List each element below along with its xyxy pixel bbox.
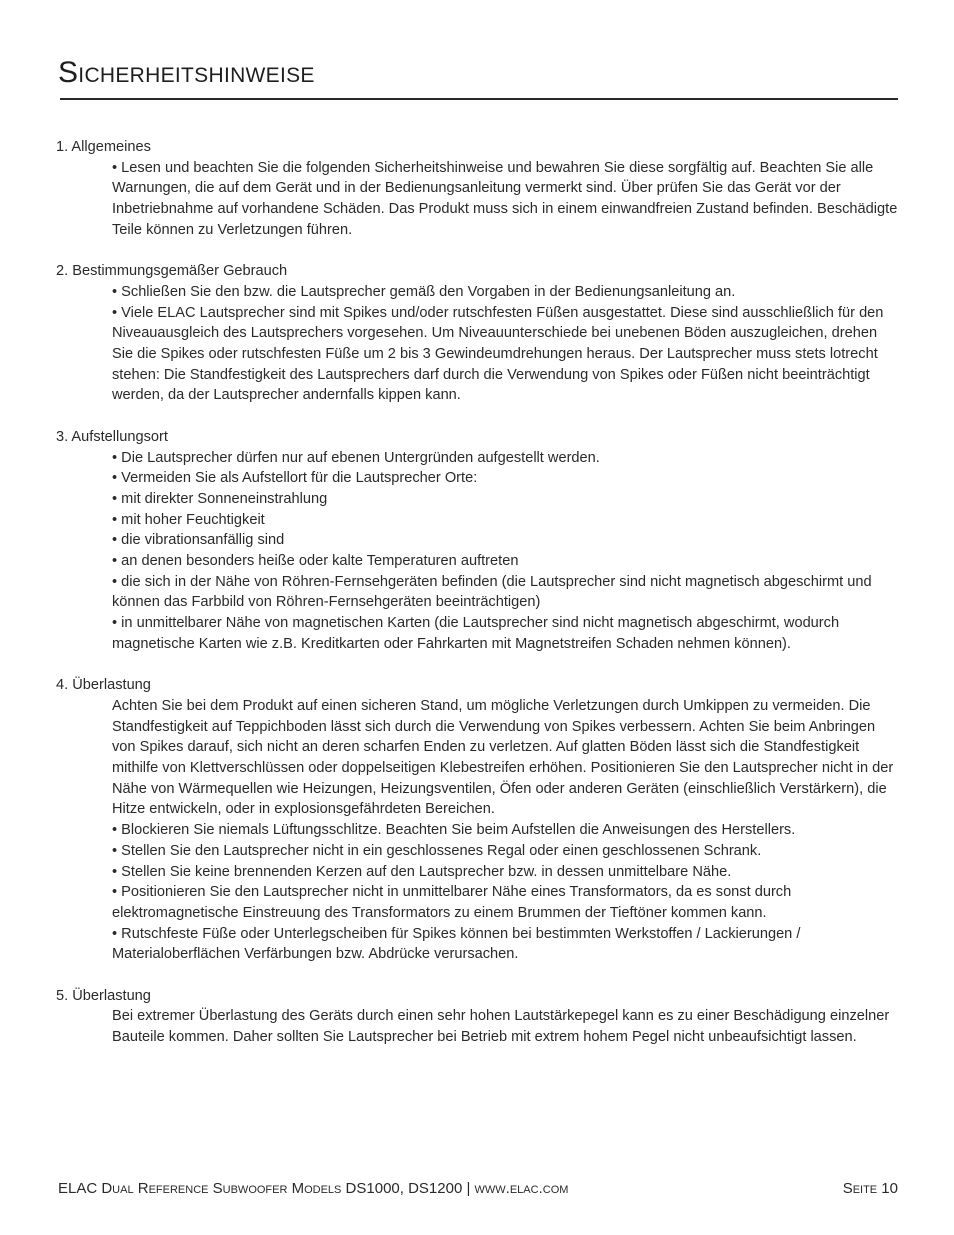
page-footer [58,1180,898,1197]
section-heading: 4. Überlastung [56,677,151,694]
section-5 [56,986,902,1048]
section-heading: 5. Überlastung [56,987,151,1004]
section-paragraph: • Lesen und beachten Sie die folgenden Sicherheitshinweise und bewahren Sie diese sorgfältig auf. Beachten Sie alle Warnungen, die auf dem Gerät und in der Bedienungsanleitung vermerkt sind. Über prüfen Sie das Gerät vor der Inbetriebnahme auf vorhandene Schäden. Das Produkt muss sich in einem einwandfreien Zustand befinden. Beschädigte Teile können zu Verletzungen führen. [112,159,898,238]
section-paragraph: • Vermeiden Sie als Aufstellort für die Lautsprecher Orte: [112,470,478,487]
section-paragraph: • die vibrationsanfällig sind [112,532,285,549]
section-paragraph: • mit direkter Sonneneinstrahlung [112,490,328,507]
section-body [112,448,902,655]
section-paragraph: • an denen besonders heiße oder kalte Temperaturen auftreten [112,553,519,570]
section-paragraph: • Positionieren Sie den Lautsprecher nicht in unmittelbarer Nähe eines Transformators, da es sonst durch elektromagnetische Einstreuung des Transformators zu einem Brummen der Tieftöner kommen kann. [112,884,792,921]
footer-page-number: Seite 10 [842,1180,898,1197]
section-body [112,158,902,241]
section-paragraph: • Schließen Sie den bzw. die Lautsprecher gemäß den Vorgaben in der Bedienungsanleitung an. [112,283,736,300]
section-body [112,1006,902,1047]
section-paragraph: • Blockieren Sie niemals Lüftungsschlitze. Beachten Sie beim Aufstellen die Anweisungen des Herstellers. [112,822,796,839]
page-title: Sicherheitshinweise [58,56,315,89]
title-divider [60,98,898,100]
section-paragraph: • Rutschfeste Füße oder Unterlegscheiben für Spikes können bei bestimmten Werkstoffen / Lackierungen / Materialoberflächen Verfärbungen bzw. Abdrücke verursachen. [112,925,801,963]
section-4 [56,675,902,965]
section-3 [56,427,902,655]
section-paragraph: • in unmittelbarer Nähe von magnetischen Karten (die Lautsprecher sind nicht magnetisch abgeschirmt, wodurch magnetische Karten wie z.B. Kreditkarten oder Fahrkarten mit Magnetstreifen Schaden nehmen können). [112,615,840,652]
section-paragraph: • Stellen Sie den Lautsprecher nicht in ein geschlossenes Regal oder einen geschlossenen Schrank. [112,842,762,859]
section-heading: 2. Bestimmungsgemäßer Gebrauch [56,263,288,280]
section-heading: 1. Allgemeines [56,139,151,155]
section-1 [56,137,902,241]
section-heading: 3. Aufstellungsort [56,428,168,445]
footer-document-info: ELAC Dual Reference Subwoofer Models DS1000, DS1200 | www.elac.com [58,1180,569,1197]
section-paragraph: • Viele ELAC Lautsprecher sind mit Spikes und/oder rutschfesten Füßen ausgestattet. Diese sind ausschließlich für den Niveauausgleich des Lautsprechers vorgesehen. Um Niveauunterschiede bei unebenen Böden auszugleichen, drehen Sie die Spikes oder rutschfesten Füße um 2 bis 3 Gewindeumdrehungen heraus. Der Lautsprecher muss stets lotrecht stehen: Die Standfestigkeit des Lautsprechers darf durch die Verwendung von Spikes oder Füßen nicht beeinträchtigt werden, da der Lautsprecher andernfalls kippen kann. [112,304,884,404]
section-paragraph: • mit hoher Feuchtigkeit [112,511,265,528]
section-2 [56,261,902,406]
section-paragraph: Achten Sie bei dem Produkt auf einen sicheren Stand, um mögliche Verletzungen durch Umkippen zu vermeiden. Die Standfestigkeit auf Teppichboden lässt sich durch die Verwendung von Spikes verbessern. Achten Sie beim Anbringen von Spikes darauf, sich nicht an deren scharfen Enden zu verletzen. Auf glatten Böden lässt sich die Standfestigkeit mithilfe von Klettverschlüssen oder doppelseitigen Klebestreifen erhöhen. Positionieren Sie den Lautsprecher nicht in der Nähe von Wärmequellen wie Heizungen, Heizungsventilen, Öfen oder anderen Geräten (einschließlich Verstärkern), die Hitze entwickeln, oder in explosionsgefährdeten Bereichen. [112,697,894,818]
section-body [112,282,902,406]
section-body [112,696,902,965]
document-body [56,137,902,1069]
section-paragraph: Bei extremer Überlastung des Geräts durch einen sehr hohen Lautstärkepegel kann es zu einer Beschädigung einzelner Bauteile kommen. Daher sollten Sie Lautsprecher bei Betrieb mit extrem hohem Pegel nicht unbeaufsichtigt lassen. [112,1008,890,1046]
section-paragraph: • Die Lautsprecher dürfen nur auf ebenen Untergründen aufgestellt werden. [112,449,600,466]
section-paragraph: • Stellen Sie keine brennenden Kerzen auf den Lautsprecher bzw. in dessen unmittelbare Nähe. [112,863,732,880]
section-paragraph: • die sich in der Nähe von Röhren-Fernsehgeräten befinden (die Lautsprecher sind nicht magnetisch abgeschirmt und können das Farbbild von Röhren-Fernsehgeräten beeinträchtigen) [112,573,872,611]
